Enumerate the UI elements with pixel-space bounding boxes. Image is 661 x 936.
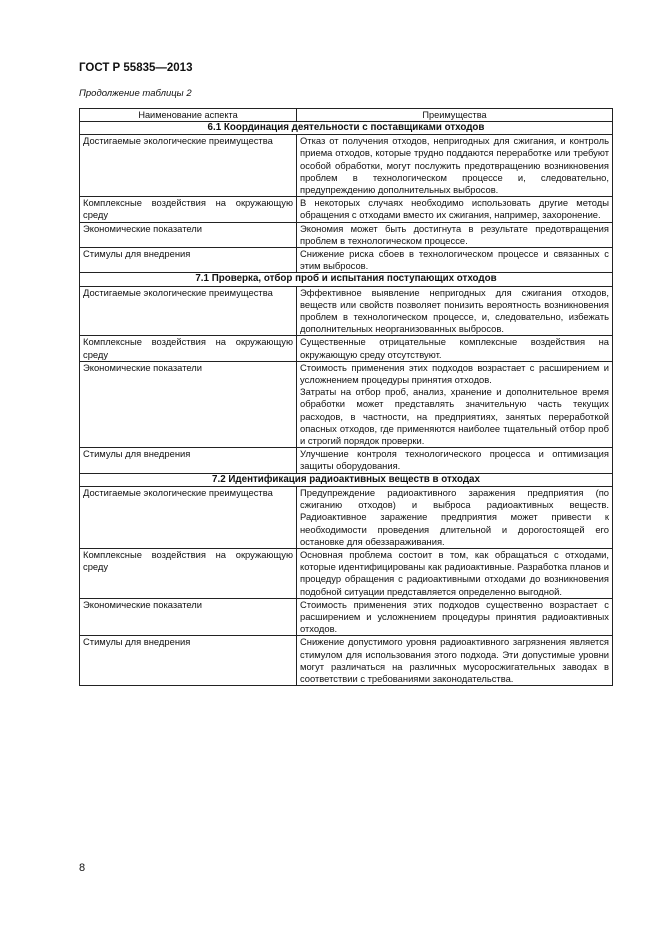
benefit-cell: Существенные отрицательные комплексные воздействия на окружающую среду отсутствуют. (297, 336, 613, 361)
document-code: ГОСТ Р 55835—2013 (79, 62, 193, 74)
aspect-cell: Достигаемые экологические преимущества (80, 135, 297, 197)
section-row (80, 273, 613, 286)
section-title: 6.1 Координация деятельности с поставщиками отходов (80, 122, 613, 135)
aspect-cell: Стимулы для внедрения (80, 636, 297, 686)
benefit-cell: Эффективное выявление непригодных для сжигания отходов, веществ или свойств позволяет понизить вероятность возникновения проблем в технологическом процессе, и, следовательно, избежать дополнительных неорганизованных выбросов. (297, 286, 613, 336)
table-row (80, 222, 613, 247)
benefit-cell: Отказ от получения отходов, непригодных для сжигания, и контроль приема отходов, которые трудно поддаются переработке или требуют особой обработки, могут послужить предотвращению возникновения проблем в технологическом процессе и, следовательно, предупреждению дополнительных выбросов. (297, 135, 613, 197)
aspect-cell: Экономические показатели (80, 361, 297, 447)
benefit-cell: Экономия может быть достигнута в результате предотвращения проблем в технологическом процессе. (297, 222, 613, 247)
page-number: 8 (79, 862, 86, 874)
table-caption: Продолжение таблицы 2 (79, 88, 192, 99)
benefit-cell: Стоимость применения этих подходов существенно возрастает с расширением и усложнением процедуры принятия радиоактивных отходов. (297, 598, 613, 636)
benefit-cell: В некоторых случаях необходимо использовать другие методы обращения с отходами вместо их сжигания, например, захоронение. (297, 197, 613, 222)
aspect-cell: Экономические показатели (80, 598, 297, 636)
column-header-benefits: Преимущества (297, 109, 613, 122)
aspect-cell: Комплексные воздействия на окружающую среду (80, 336, 297, 361)
table-row (80, 336, 613, 361)
benefit-cell: Снижение риска сбоев в технологическом процессе и связанных с этим выбросов. (297, 248, 613, 273)
table-row (80, 197, 613, 222)
benefit-cell (297, 361, 613, 447)
aspect-cell: Стимулы для внедрения (80, 448, 297, 473)
table-row (80, 361, 613, 447)
table-row (80, 548, 613, 598)
benefit-paragraph: Затраты на отбор проб, анализ, хранение и дополнительное время обработки может представлять значительную часть текущих расходов, в частности, на предприятиях, занятых переработкой опасных отходов, где применяются наиболее тщательный отбор проб и строгий порядок проверки. (300, 386, 609, 447)
table-row (80, 135, 613, 197)
section-row (80, 473, 613, 486)
aspect-cell: Комплексные воздействия на окружающую среду (80, 197, 297, 222)
aspect-cell: Комплексные воздействия на окружающую среду (80, 548, 297, 598)
benefit-cell: Предупреждение радиоактивного заражения предприятия (по сжиганию отходов) и выброса радиоактивных веществ. Радиоактивное заражение предприятия может привести к необходимости проведения длительной и дорогостоящей его остановке для обеззараживания. (297, 486, 613, 548)
aspect-cell: Достигаемые экологические преимущества (80, 486, 297, 548)
aspect-cell: Экономические показатели (80, 222, 297, 247)
column-header-aspect: Наименование аспекта (80, 109, 297, 122)
table-header-row (80, 109, 613, 122)
benefit-cell: Основная проблема состоит в том, как обращаться с отходами, которые идентифицированы как радиоактивные. Разработка планов и процедур обращения с радиоактивными отходами до возникновения подобной ситуации представляется определенно выгодной. (297, 548, 613, 598)
benefit-paragraph: Стоимость применения этих подходов возрастает с расширением и усложнением процедуры принятия отходов. (300, 361, 609, 386)
table-row (80, 448, 613, 473)
benefit-cell: Снижение допустимого уровня радиоактивного загрязнения является стимулом для использования этого подхода. Эти допустимые уровни могут различаться на различных мусоросжигательных заводах в соответствии с требованиями законодательства. (297, 636, 613, 686)
section-title: 7.2 Идентификация радиоактивных веществ в отходах (80, 473, 613, 486)
table-row (80, 636, 613, 686)
section-row (80, 122, 613, 135)
benefit-cell: Улучшение контроля технологического процесса и оптимизация защиты оборудования. (297, 448, 613, 473)
aspect-cell: Достигаемые экологические преимущества (80, 286, 297, 336)
table-row (80, 248, 613, 273)
aspect-cell: Стимулы для внедрения (80, 248, 297, 273)
section-title: 7.1 Проверка, отбор проб и испытания поступающих отходов (80, 273, 613, 286)
table-row (80, 598, 613, 636)
aspects-table (79, 108, 613, 686)
table-row (80, 486, 613, 548)
table-row (80, 286, 613, 336)
